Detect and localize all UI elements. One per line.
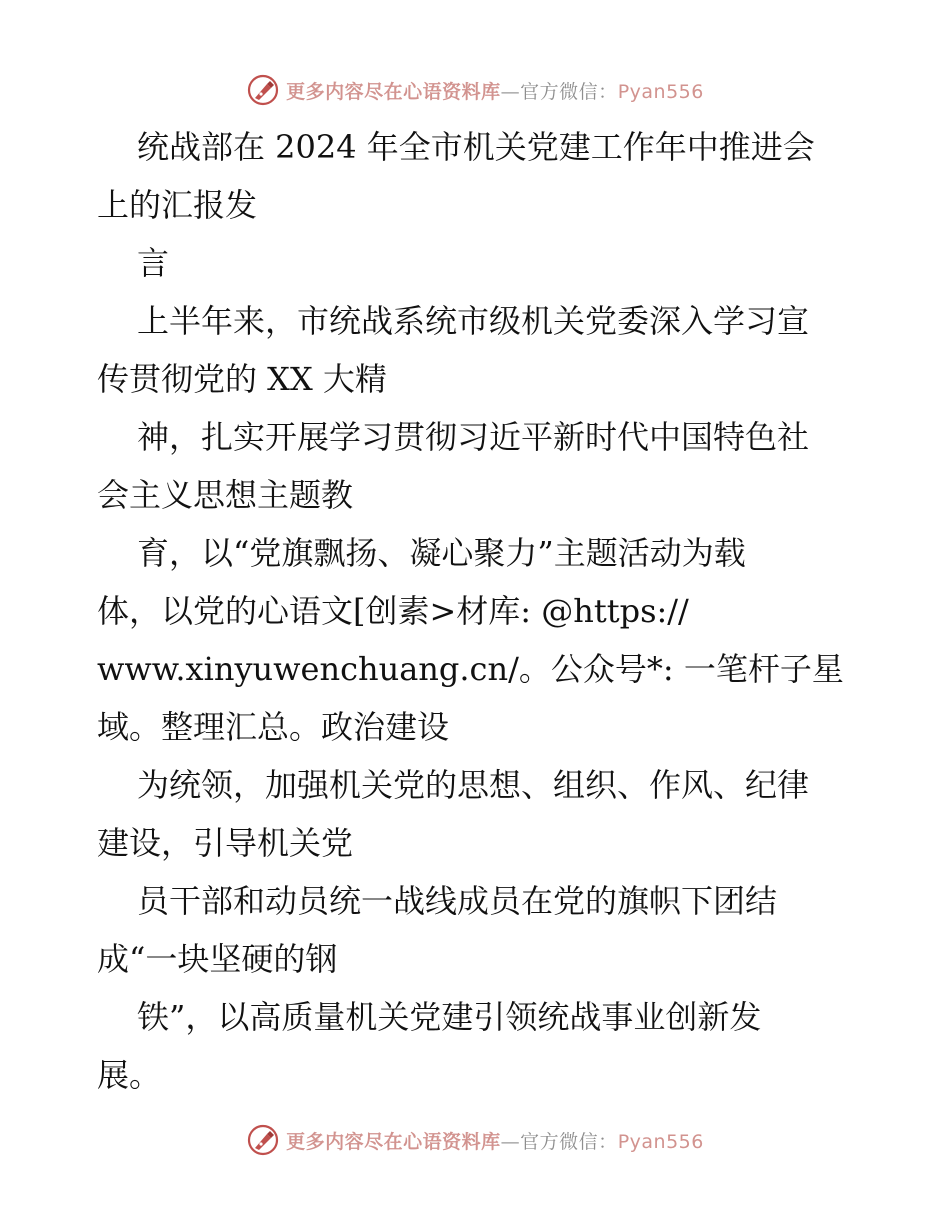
footer-sub-text: 官方微信： (520, 1130, 618, 1153)
body-line-1: 上半年来，市统战系统市级机关党委深入学习宣 (137, 302, 810, 340)
body-line-12: 成“一块坚硬的钢 (97, 940, 338, 978)
pen-nib-logo-icon (246, 1123, 280, 1157)
footer-separator: — (500, 1130, 521, 1153)
pen-nib-logo-icon (246, 73, 280, 107)
body-line-14: 展。 (97, 1056, 162, 1094)
body-line-5: 育，以“党旗飘扬、凝心聚力”主题活动为载 (137, 534, 746, 572)
header-wechat-id: Pyan556 (617, 80, 704, 103)
body-line-9: 为统领，加强机关党的思想、组织、作风、纪律 (137, 766, 810, 804)
body-line-11: 员干部和动员统一战线成员在党的旗帜下团结 (137, 882, 778, 920)
header-separator: — (500, 80, 521, 103)
body-line-4: 会主义思想主题教 (97, 476, 354, 514)
body-line-13: 铁”，以高质量机关党建引领统战事业创新发 (137, 998, 762, 1036)
header-text (286, 77, 704, 104)
title-line-3: 言 (137, 244, 170, 282)
footer-text (286, 1127, 704, 1154)
header-banner (0, 68, 950, 112)
body-line-10: 建设，引导机关党 (97, 824, 354, 862)
footer-wechat-id: Pyan556 (617, 1130, 704, 1153)
document-body (97, 118, 867, 1104)
body-line-2: 传贯彻党的 XX 大精 (97, 360, 387, 398)
body-line-6: 体，以党的心语文[创素>材库: @https:// (97, 592, 689, 630)
body-line-3: 神，扎实开展学习贯彻习近平新时代中国特色社 (137, 418, 810, 456)
header-sub-text: 官方微信： (520, 80, 618, 103)
title-line-2: 上的汇报发 (97, 186, 258, 224)
header-main-text: 更多内容尽在心语资料库 (286, 80, 501, 103)
body-line-7: www.xinyuwenchuang.cn/。公众号*: 一笔杆子星 (97, 650, 844, 688)
footer-main-text: 更多内容尽在心语资料库 (286, 1130, 501, 1153)
body-line-8: 域。整理汇总。政治建设 (97, 708, 450, 746)
title-line-1: 统战部在 2024 年全市机关党建工作年中推进会 (137, 128, 815, 166)
footer-banner (0, 1118, 950, 1162)
